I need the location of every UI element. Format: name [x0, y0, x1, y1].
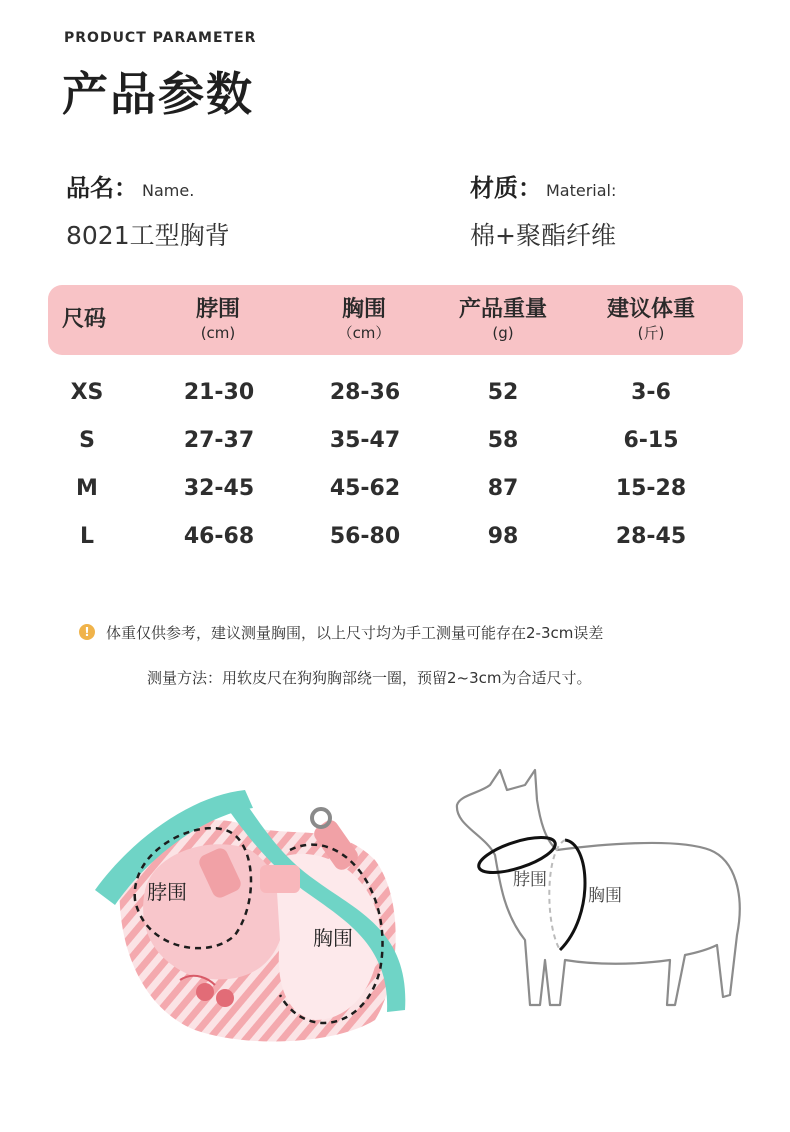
warning-icon: !	[79, 624, 95, 640]
section-eyebrow: PRODUCT PARAMETER	[64, 30, 257, 46]
cell-body-weight: 6-15	[623, 428, 679, 453]
table-row	[0, 476, 790, 506]
cell-neck: 46-68	[183, 524, 255, 549]
harness-illustration	[75, 780, 415, 1050]
dog-neck-label: 脖围	[513, 870, 547, 890]
col-weight-unit: (g)	[492, 324, 514, 342]
material-value: 棉+聚酯纤维	[470, 221, 616, 250]
cell-chest: 28-36	[329, 380, 401, 405]
table-row	[0, 380, 790, 410]
cell-size: XS	[70, 380, 104, 405]
col-neck-header	[158, 285, 278, 355]
name-value: 8021工型胸背	[66, 221, 230, 250]
size-table-header	[48, 285, 743, 355]
warning-note: 体重仅供参考，建议测量胸围，以上尺寸均为手工测量可能存在2-3cm误差	[106, 624, 604, 642]
cell-chest: 56-80	[329, 524, 401, 549]
material-field	[470, 168, 616, 203]
harness-neck-label: 脖围	[147, 880, 187, 904]
page-title: 产品参数	[62, 67, 254, 121]
col-chest-unit: （cm）	[337, 324, 391, 342]
cell-neck: 21-30	[183, 380, 255, 405]
cell-size: L	[79, 524, 95, 549]
measure-method-note: 测量方法：用软皮尺在狗狗胸部绕一圈，预留2~3cm为合适尺寸。	[147, 669, 592, 687]
cell-body-weight: 3-6	[631, 380, 671, 405]
cell-size: S	[79, 428, 95, 453]
col-body-weight-unit: (斤)	[637, 324, 665, 342]
col-neck-label: 脖围	[195, 297, 240, 322]
col-neck-unit: (cm)	[200, 324, 236, 342]
cell-neck: 27-37	[183, 428, 255, 453]
col-chest-header	[304, 285, 424, 355]
harness-chest-label: 胸围	[313, 926, 353, 950]
cell-neck: 32-45	[183, 476, 255, 501]
material-label: 材质：	[470, 174, 542, 202]
table-row	[0, 428, 790, 458]
cell-weight: 87	[487, 476, 519, 501]
cell-weight: 98	[487, 524, 519, 549]
cell-weight: 52	[487, 380, 519, 405]
col-body-weight-label: 建议体重	[606, 297, 695, 322]
table-row	[0, 524, 790, 554]
col-weight-label: 产品重量	[458, 297, 547, 322]
name-sub-label: Name.	[142, 181, 195, 200]
name-field	[66, 168, 194, 203]
dog-illustration	[445, 765, 755, 1045]
material-sub-label: Material:	[546, 181, 617, 200]
cell-weight: 58	[487, 428, 519, 453]
cell-chest: 45-62	[329, 476, 401, 501]
col-weight-header	[438, 285, 568, 355]
col-size-label: 尺码	[62, 307, 107, 332]
col-size-header	[62, 285, 106, 355]
dog-chest-label: 胸围	[588, 886, 622, 906]
harness-icon	[75, 780, 415, 1050]
name-label: 品名：	[66, 174, 138, 202]
col-body-weight-header	[586, 285, 716, 355]
cell-size: M	[76, 476, 98, 501]
cell-chest: 35-47	[329, 428, 401, 453]
col-chest-label: 胸围	[341, 297, 386, 322]
cell-body-weight: 28-45	[615, 524, 687, 549]
cell-body-weight: 15-28	[615, 476, 687, 501]
